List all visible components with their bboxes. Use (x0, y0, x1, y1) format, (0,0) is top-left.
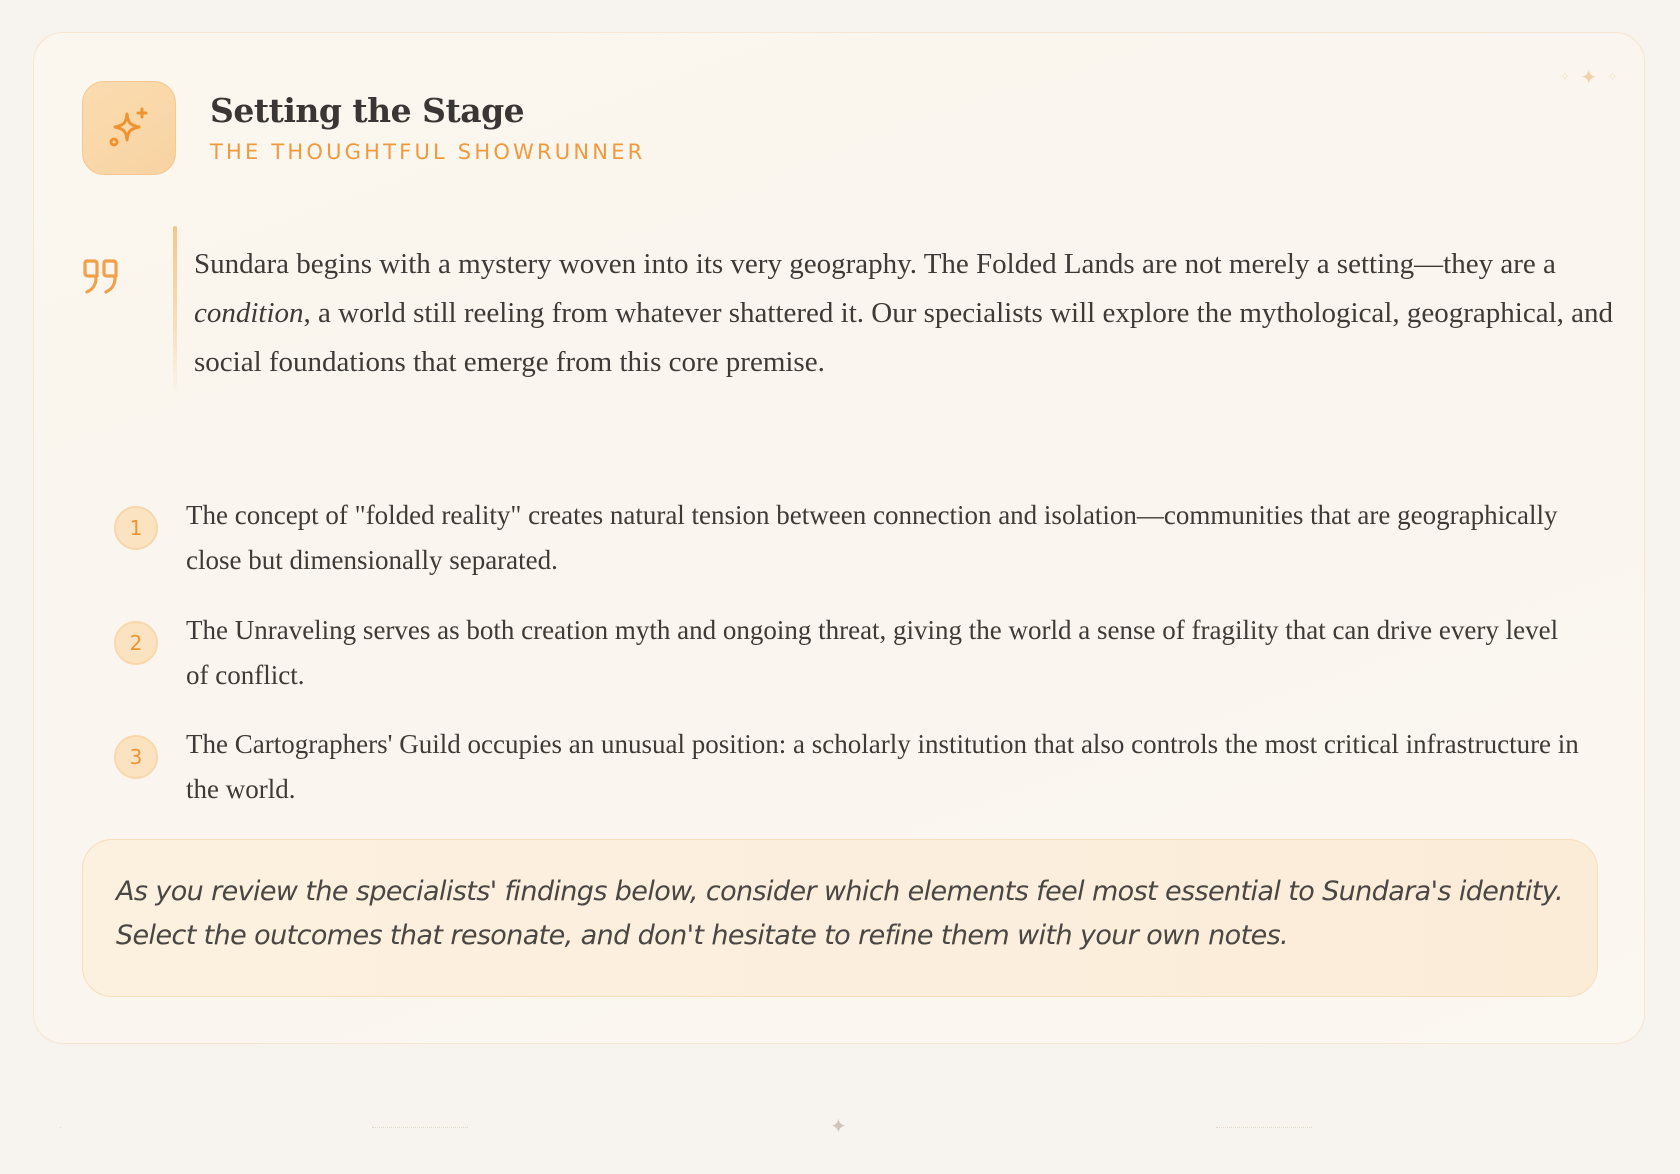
page-title: Setting the Stage (210, 91, 525, 130)
number-badge: 3 (114, 735, 158, 779)
sparkles-icon (82, 81, 176, 175)
guidance-note (82, 839, 1598, 997)
sparkle-icon: ✦ (1580, 65, 1598, 89)
intro-text-start: Sundara begins with a mystery woven into its very geography. The Folded Lands are not merely a setting—they are a (194, 248, 1556, 280)
intro-text-end: , a world still reeling from whatever shattered it. Our specialists will explore the mythological, geographical, and social foundations that emerge from this core premise. (194, 297, 1613, 378)
number-badge: 2 (114, 621, 158, 665)
footer-divider (0, 1112, 1680, 1142)
list-item-text: The Unraveling serves as both creation myth and ongoing threat, giving the world a sense of fragility that can drive every level of conflict. (186, 615, 1559, 690)
stage-card (33, 32, 1645, 1044)
divider-line (60, 1127, 61, 1128)
list-item-text: The Cartographers' Guild occupies an unusual position: a scholarly institution that also controls the most critical infrastructure in the world. (186, 729, 1579, 804)
divider-line (372, 1127, 468, 1128)
title-block (210, 91, 645, 165)
quote-icon (82, 258, 120, 296)
page-subtitle: THE THOUGHTFUL SHOWRUNNER (210, 140, 646, 164)
guidance-note-text: As you review the specialists' findings below, consider which elements feel most essential to Sundara's identity. Select the outcomes that resonate, and don't hesitate to refine them with your own notes. (116, 876, 1563, 951)
list-item-text: The concept of "folded reality" creates natural tension between connection and isolation—communities that are geographically close but dimensionally separated. (186, 500, 1558, 575)
star-icon: ✦ (830, 1114, 847, 1138)
intro-text (194, 240, 1624, 387)
corner-sparkles (1559, 65, 1618, 89)
number-badge: 1 (114, 506, 158, 550)
sparkle-icon: ✧ (1607, 69, 1618, 85)
quote-bar (173, 226, 177, 396)
card-header (82, 81, 645, 175)
sparkle-icon: ✧ (1559, 69, 1571, 85)
intro-emphasis: condition (194, 297, 304, 329)
divider-line (1216, 1127, 1312, 1128)
